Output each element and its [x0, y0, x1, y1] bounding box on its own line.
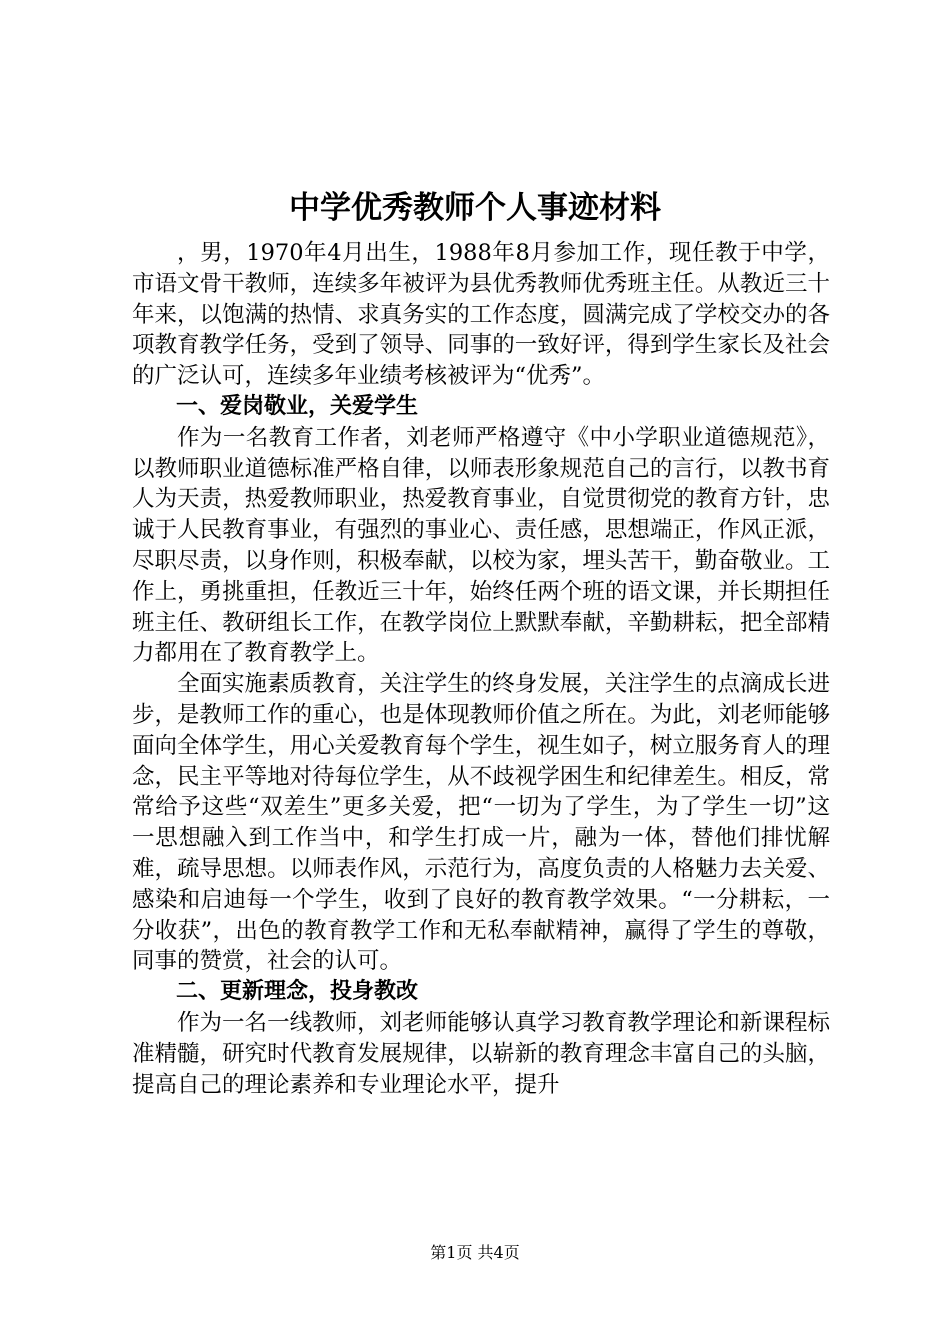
section-1-paragraph-2: 全面实施素质教育，关注学生的终身发展，关注学生的点滴成长进步，是教师工作的重心，也是体现教师价值之所在。为此，刘老师能够面向全体学生，用心关爱教育每个学生，视生如子，树立服务育人的理念，民主平等地对待每位学生，从不歧视学困生和纪律差生。相反，常常给予这些“双差生”更多关爱，把“一切为了学生，为了学生一切”这一思想融入到工作当中，和学生打成一片，融为一体，替他们排忧解难，疏导思想。以师表作风，示范行为，高度负责的人格魅力去关爱、感染和启迪每一个学生，收到了良好的教育教学效果。“一分耕耘，一分收获”，出色的教育教学工作和无私奉献精神，赢得了学生的尊敬，同事的赞赏，社会的认可。: [132, 671, 830, 975]
section-heading-2: 二、更新理念，投身教改: [176, 979, 419, 1005]
document-body: [132, 238, 830, 1100]
section-2-paragraph-1: 作为一名一线教师，刘老师能够认真学习教育教学理论和新课程标准精髓，研究时代教育发展规律，以崭新的教育理念丰富自己的头脑，提高自己的理论素养和专业理论水平，提升: [132, 1009, 830, 1098]
document-title: 中学优秀教师个人事迹材料: [289, 190, 661, 226]
section-1-paragraph-1: 作为一名教育工作者，刘老师严格遵守《中小学职业道德规范》，以教师职业道德标准严格自律，以师表形象规范自己的言行，以教书育人为天责，热爱教师职业，热爱教育事业，自觉贯彻党的教育方针，忠诚于人民教育事业，有强烈的事业心、责任感，思想端正，作风正派，尽职尽责，以身作则，积极奉献，以校为家，埋头苦干，勤奋敬业。工作上，勇挑重担，任教近三十年，始终任两个班的语文课，并长期担任班主任、教研组长工作，在教学岗位上默默奉献，辛勤耕耘，把全部精力都用在了教育教学上。: [132, 424, 830, 667]
section-heading-1: 一、爱岗敬业，关爱学生: [176, 393, 419, 419]
page-footer: 第1页 共4页: [430, 1243, 520, 1262]
intro-paragraph: ，男，1970年4月出生，1988年8月参加工作，现任教于中学，市语文骨干教师，连续多年被评为县优秀教师优秀班主任。从教近三十年来，以饱满的热情、求真务实的工作态度，圆满完成了学校交办的各项教育教学任务，受到了领导、同事的一致好评，得到学生家长及社会的广泛认可，连续多年业绩考核被评为“优秀”。: [132, 240, 830, 390]
